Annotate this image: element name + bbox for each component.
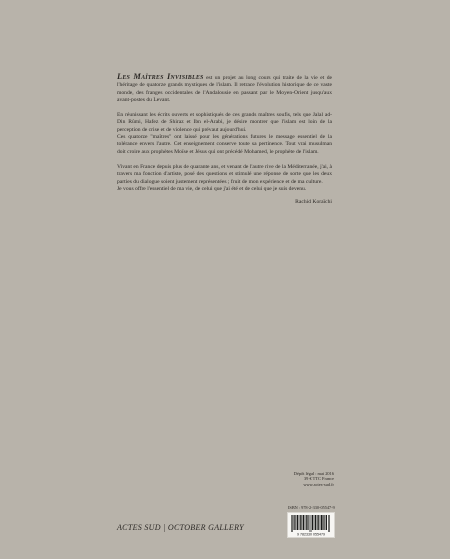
barcode (287, 512, 335, 538)
isbn: ISBN : 978-2-330-05547-9 (288, 505, 335, 510)
barcode-icon (288, 513, 334, 537)
second-paragraph-text1: En réunissant les écrits ouverts et sophistiqués de ces grands maîtres soufis, tels que Jalal ad-Din Rûmi, Hafez de Shiraz et Ibn el-Arabi, je désire montrer que l'islam est loin de la perception de crise et de violence qui prévaut aujourd'hui. (117, 112, 332, 133)
publisher-line: ACTES SUD | OCTOBER GALLERY (117, 523, 244, 532)
second-paragraph-text2: Ces quatorze "maîtres" ont laissé pour les générations futures le message essentiel de la tolérance envers l'autre. Cet enseignement conserve toute sa pertinence. Tout vrai musulman doit croire aux prophètes Moïse et Jésus qui ont précédé Mohamed, le prophète de l'islam. (117, 134, 332, 155)
second-paragraph (117, 112, 332, 156)
intro-text: est un projet au long cours qui traite de la vie et de l'héritage de quatorze grands mystiques de l'islam. Il retrace l'évolution historique de ce vaste monde, des franges occidentales de l'Andalousie en passant par le Moyen-Orient jusqu'aux avant-postes du Levant. (117, 75, 332, 103)
book-title: Les Maîtres Invisibles (117, 72, 204, 81)
blurb-text (117, 73, 332, 206)
third-paragraph-text1: Vivant en France depuis plus de quarante ans, et venant de l'autre rive de la Méditerranée, j'ai, à travers ma fonction d'artiste, posé des questions et stimulé une réponse de sorte que les deux parties du dialogue soient justement représentées ; fruit de mon expérience et de ma culture. (117, 163, 332, 185)
legal-deposit: Dépôt légal : mai 2016 (293, 471, 334, 476)
legal-info (268, 471, 334, 487)
price: 39 € TTC France (303, 476, 334, 482)
website: www.actes-sud.fr (303, 481, 334, 487)
intro-paragraph (117, 73, 332, 104)
third-paragraph (117, 164, 332, 193)
third-paragraph-text2: Je vous offre l'essentiel de ma vie, de celui que j'ai été et de celui que je suis devenu. (117, 185, 307, 192)
barcode-digits: 9 782330 055479 (297, 532, 325, 537)
author-signature: Rachid Koraïchi (295, 199, 332, 206)
